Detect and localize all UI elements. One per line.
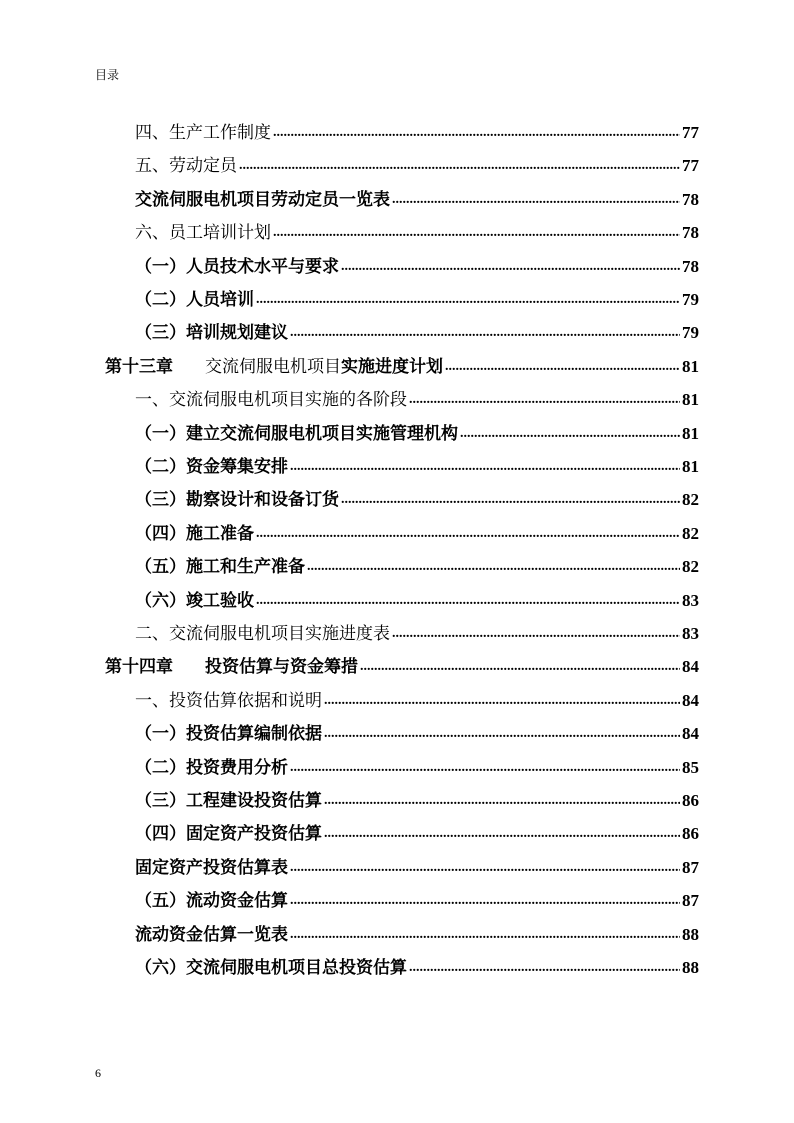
toc-entry[interactable] — [135, 485, 699, 511]
toc-entry[interactable] — [135, 318, 699, 344]
dot-leader — [290, 861, 680, 875]
toc-entry-label: 交流伺服电机项目劳动定员一览表 — [135, 189, 390, 210]
toc-entry-label: （二）投资费用分析 — [135, 757, 288, 778]
dot-leader — [239, 159, 680, 173]
toc-page-number: 83 — [682, 624, 699, 643]
toc-entry-label: （一）建立交流伺服电机项目实施管理机构 — [135, 423, 458, 444]
dot-leader — [290, 761, 680, 775]
toc-entry-label: （五）流动资金估算 — [135, 891, 288, 912]
toc-page-number: 82 — [682, 490, 699, 510]
dot-leader — [341, 493, 680, 507]
toc-entry-label: 固定资产投资估算表 — [135, 857, 288, 878]
toc-entry-label: （二）资金筹集安排 — [135, 457, 288, 477]
page-number: 6 — [95, 1066, 101, 1080]
toc-page-number: 88 — [682, 958, 699, 977]
toc-entry-label: （一）投资估算编制依据 — [135, 724, 322, 745]
toc-entry[interactable] — [135, 218, 699, 244]
toc-entry-label: （三）培训规划建议 — [135, 323, 288, 344]
toc-entry-label: 六、员工培训计划 — [135, 223, 271, 244]
toc-page-number: 78 — [682, 223, 699, 243]
toc-entry[interactable] — [135, 719, 699, 745]
toc-page-number: 86 — [682, 824, 699, 844]
toc-entry[interactable] — [135, 452, 699, 478]
toc-entry[interactable] — [135, 886, 699, 912]
toc-entry[interactable] — [135, 552, 699, 578]
toc-page-number: 87 — [682, 857, 699, 877]
toc-page-number: 81 — [682, 356, 699, 376]
toc-page-number: 81 — [682, 390, 699, 410]
toc-page-number: 79 — [682, 323, 699, 343]
dot-leader — [324, 727, 680, 741]
toc-entry-label: （三）勘察设计和设备订货 — [135, 490, 339, 511]
toc-entry[interactable] — [135, 285, 699, 311]
toc-page-number: 82 — [682, 523, 699, 543]
toc-entry[interactable] — [135, 519, 699, 545]
toc-entry-label: （六）交流伺服电机项目总投资估算 — [135, 958, 407, 978]
dot-leader — [392, 193, 680, 207]
toc-page-number: 81 — [682, 423, 699, 443]
toc-entry[interactable] — [135, 786, 699, 812]
dot-leader — [460, 427, 680, 441]
toc-entry-label: 流动资金估算一览表 — [135, 924, 288, 945]
dot-leader — [307, 560, 680, 574]
toc-entry[interactable] — [135, 920, 699, 946]
toc-page-number: 86 — [682, 791, 699, 810]
toc-page-number: 88 — [682, 924, 699, 944]
dot-leader — [290, 326, 680, 340]
toc-chapter-entry[interactable] — [105, 352, 699, 378]
dot-leader — [256, 594, 680, 608]
toc-entry[interactable] — [135, 118, 699, 144]
toc-page-number: 78 — [682, 256, 699, 276]
toc-entry[interactable] — [135, 953, 699, 979]
dot-leader — [392, 627, 680, 641]
toc-entry-label: 一、交流伺服电机项目实施的各阶段 — [135, 390, 407, 411]
chapter-title: 实施进度计划 — [341, 356, 443, 377]
toc-entry[interactable] — [135, 686, 699, 712]
toc-page-number: 83 — [682, 590, 699, 610]
toc-entry-label — [105, 656, 358, 678]
dot-leader — [324, 794, 680, 808]
chapter-title-plain: 交流伺服电机项目 — [205, 356, 341, 377]
toc-entry-label: （一）人员技术水平与要求 — [135, 256, 339, 277]
toc-page-number: 85 — [682, 757, 699, 777]
toc-page-number: 77 — [682, 156, 699, 176]
toc-entry-label: （三）工程建设投资估算 — [135, 791, 322, 811]
toc-page-number: 84 — [682, 690, 699, 710]
running-header: 目录 — [95, 68, 120, 82]
toc-entry[interactable] — [135, 385, 699, 411]
toc-entry-label: （二）人员培训 — [135, 290, 254, 310]
toc-entry[interactable] — [135, 753, 699, 779]
chapter-number: 第十四章 — [105, 657, 173, 678]
dot-leader — [341, 260, 680, 274]
toc-entry-label: （六）竣工验收 — [135, 590, 254, 611]
dot-leader — [409, 393, 680, 407]
toc-page-number: 87 — [682, 891, 699, 911]
toc-entry-label: 二、交流伺服电机项目实施进度表 — [135, 624, 390, 644]
dot-leader — [273, 226, 680, 240]
dot-leader — [256, 527, 680, 541]
toc-entry[interactable] — [135, 586, 699, 612]
dot-leader — [324, 694, 680, 708]
toc-page-number: 81 — [682, 457, 699, 476]
chapter-number: 第十三章 — [105, 356, 173, 377]
toc-page-number: 82 — [682, 557, 699, 577]
toc-entry-label: （四）施工准备 — [135, 523, 254, 544]
toc-entry[interactable] — [135, 619, 699, 645]
toc-entry[interactable] — [135, 151, 699, 177]
toc-page-number: 77 — [682, 123, 699, 142]
toc-chapter-entry[interactable] — [105, 652, 699, 678]
dot-leader — [360, 660, 680, 674]
toc-page-number: 78 — [682, 189, 699, 209]
toc-entry-label: （四）固定资产投资估算 — [135, 824, 322, 845]
toc-page-number: 84 — [682, 724, 699, 744]
toc-page-number: 79 — [682, 290, 699, 309]
toc-page-number: 84 — [682, 657, 699, 677]
toc-entry-label: 四、生产工作制度 — [135, 123, 271, 143]
dot-leader — [290, 460, 680, 474]
dot-leader — [256, 293, 680, 307]
dot-leader — [409, 961, 680, 975]
dot-leader — [445, 360, 680, 374]
toc-entry[interactable] — [135, 419, 699, 445]
toc-entry-label: （五）施工和生产准备 — [135, 557, 305, 578]
toc-entry-label: 五、劳动定员 — [135, 156, 237, 177]
dot-leader — [290, 928, 680, 942]
dot-leader — [324, 827, 680, 841]
toc-entry-label — [105, 356, 443, 378]
dot-leader — [290, 894, 680, 908]
chapter-title: 投资估算与资金筹措 — [205, 657, 358, 678]
dot-leader — [273, 126, 680, 140]
toc-entry[interactable] — [135, 185, 699, 211]
toc-entry[interactable] — [135, 819, 699, 845]
toc-entry-label: 一、投资估算依据和说明 — [135, 690, 322, 711]
toc-entry[interactable] — [135, 252, 699, 278]
toc-entry[interactable] — [135, 853, 699, 879]
